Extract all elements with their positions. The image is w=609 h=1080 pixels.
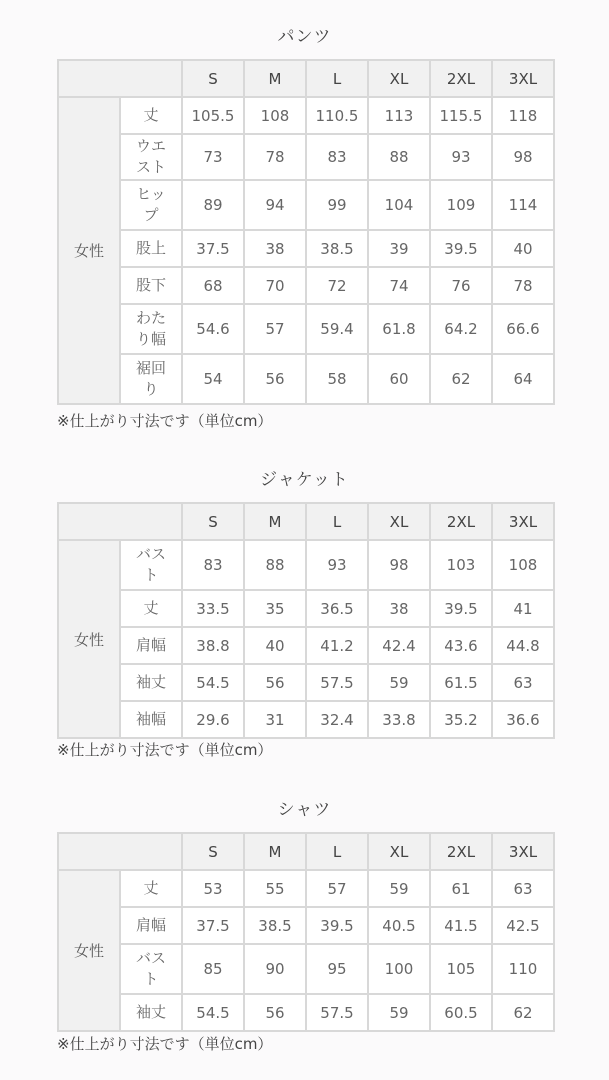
size-header-2xl: 2XL [430,60,492,97]
measurement-value: 90 [244,944,306,994]
measurement-value: 99 [306,180,368,230]
measurement-value: 118 [492,97,554,134]
size-header-2xl: 2XL [430,503,492,540]
measurement-value: 59 [368,994,430,1031]
jacket-note: ※仕上がり寸法です（単位cm） [57,741,273,759]
measurement-label: 丈 [120,590,182,627]
size-header-s: S [182,60,244,97]
measurement-value: 60.5 [430,994,492,1031]
measurement-value: 39.5 [430,590,492,627]
header-corner-cell [58,833,182,870]
measurement-value: 83 [306,134,368,180]
measurement-value: 72 [306,267,368,304]
measurement-value: 44.8 [492,627,554,664]
measurement-value: 54.5 [182,994,244,1031]
measurement-value: 57 [244,304,306,354]
measurement-value: 93 [306,540,368,590]
table-row [58,664,554,701]
table-row [58,540,554,590]
measurement-label: ウエ スト [120,134,182,180]
measurement-value: 32.4 [306,701,368,738]
measurement-value: 37.5 [182,230,244,267]
jacket-size-table [57,502,555,739]
measurement-value: 66.6 [492,304,554,354]
measurement-value: 89 [182,180,244,230]
measurement-value: 59 [368,870,430,907]
measurement-value: 35 [244,590,306,627]
measurement-label: バス ト [120,944,182,994]
measurement-value: 56 [244,354,306,404]
measurement-value: 38 [244,230,306,267]
measurement-value: 88 [368,134,430,180]
measurement-value: 85 [182,944,244,994]
measurement-label: 肩幅 [120,627,182,664]
measurement-value: 98 [492,134,554,180]
size-header-3xl: 3XL [492,503,554,540]
measurement-value: 73 [182,134,244,180]
measurement-value: 53 [182,870,244,907]
measurement-value: 93 [430,134,492,180]
measurement-label: 裾回 り [120,354,182,404]
measurement-value: 64.2 [430,304,492,354]
measurement-label: 丈 [120,97,182,134]
measurement-value: 55 [244,870,306,907]
measurement-value: 35.2 [430,701,492,738]
measurement-value: 39.5 [430,230,492,267]
size-header-xl: XL [368,503,430,540]
shirt-title: シャツ [277,800,332,820]
measurement-value: 38.5 [306,230,368,267]
measurement-value: 70 [244,267,306,304]
measurement-value: 98 [368,540,430,590]
measurement-value: 29.6 [182,701,244,738]
measurement-value: 33.5 [182,590,244,627]
measurement-value: 39.5 [306,907,368,944]
measurement-value: 39 [368,230,430,267]
measurement-value: 109 [430,180,492,230]
measurement-value: 63 [492,664,554,701]
measurement-value: 36.6 [492,701,554,738]
measurement-label: 肩幅 [120,907,182,944]
measurement-value: 110 [492,944,554,994]
measurement-value: 33.8 [368,701,430,738]
measurement-value: 56 [244,994,306,1031]
measurement-value: 37.5 [182,907,244,944]
header-corner-cell [58,503,182,540]
measurement-value: 74 [368,267,430,304]
measurement-value: 54 [182,354,244,404]
table-row [58,97,554,134]
measurement-label: 袖幅 [120,701,182,738]
measurement-label: 丈 [120,870,182,907]
table-row [58,590,554,627]
table-row [58,230,554,267]
size-header-l: L [306,60,368,97]
measurement-value: 31 [244,701,306,738]
shirt-note: ※仕上がり寸法です（単位cm） [57,1035,273,1053]
gender-group-cell: 女性 [58,97,120,404]
jacket-title: ジャケット [260,470,349,490]
measurement-label: 股上 [120,230,182,267]
header-corner-cell [58,60,182,97]
measurement-value: 68 [182,267,244,304]
table-row [58,701,554,738]
table-row [58,944,554,994]
measurement-value: 110.5 [306,97,368,134]
measurement-value: 60 [368,354,430,404]
measurement-value: 41.5 [430,907,492,944]
measurement-value: 104 [368,180,430,230]
measurement-value: 114 [492,180,554,230]
size-header-3xl: 3XL [492,60,554,97]
table-row [58,267,554,304]
size-header-xl: XL [368,833,430,870]
measurement-value: 78 [244,134,306,180]
measurement-value: 36.5 [306,590,368,627]
measurement-value: 40 [244,627,306,664]
measurement-value: 38 [368,590,430,627]
measurement-value: 54.5 [182,664,244,701]
size-header-l: L [306,503,368,540]
measurement-value: 105.5 [182,97,244,134]
table-row [58,134,554,180]
measurement-value: 38.5 [244,907,306,944]
measurement-value: 63 [492,870,554,907]
table-row [58,180,554,230]
table-row [58,627,554,664]
table-row [58,304,554,354]
measurement-value: 42.4 [368,627,430,664]
measurement-value: 78 [492,267,554,304]
measurement-value: 57 [306,870,368,907]
measurement-value: 108 [492,540,554,590]
measurement-label: ヒッ プ [120,180,182,230]
size-header-m: M [244,60,306,97]
pants-note: ※仕上がり寸法です（単位cm） [57,412,273,430]
measurement-value: 61 [430,870,492,907]
measurement-value: 64 [492,354,554,404]
size-header-m: M [244,503,306,540]
measurement-value: 103 [430,540,492,590]
measurement-value: 62 [430,354,492,404]
size-header-s: S [182,833,244,870]
size-header-xl: XL [368,60,430,97]
measurement-value: 61.8 [368,304,430,354]
measurement-value: 61.5 [430,664,492,701]
measurement-label: 袖丈 [120,664,182,701]
measurement-label: 袖丈 [120,994,182,1031]
measurement-label: 股下 [120,267,182,304]
measurement-value: 38.8 [182,627,244,664]
measurement-value: 43.6 [430,627,492,664]
measurement-value: 113 [368,97,430,134]
measurement-value: 62 [492,994,554,1031]
table-row [58,354,554,404]
gender-group-cell: 女性 [58,870,120,1031]
measurement-label: バス ト [120,540,182,590]
table-row [58,907,554,944]
measurement-value: 54.6 [182,304,244,354]
measurement-value: 95 [306,944,368,994]
measurement-value: 59.4 [306,304,368,354]
table-row [58,870,554,907]
measurement-value: 94 [244,180,306,230]
measurement-value: 42.5 [492,907,554,944]
measurement-label: わた り幅 [120,304,182,354]
measurement-value: 56 [244,664,306,701]
gender-group-cell: 女性 [58,540,120,738]
size-header-m: M [244,833,306,870]
pants-title: パンツ [277,27,332,47]
measurement-value: 83 [182,540,244,590]
measurement-value: 40 [492,230,554,267]
measurement-value: 41.2 [306,627,368,664]
measurement-value: 76 [430,267,492,304]
measurement-value: 59 [368,664,430,701]
size-header-3xl: 3XL [492,833,554,870]
measurement-value: 105 [430,944,492,994]
size-header-l: L [306,833,368,870]
measurement-value: 100 [368,944,430,994]
shirt-size-table [57,832,555,1032]
table-row [58,994,554,1031]
size-header-s: S [182,503,244,540]
measurement-value: 57.5 [306,994,368,1031]
size-header-2xl: 2XL [430,833,492,870]
measurement-value: 88 [244,540,306,590]
measurement-value: 108 [244,97,306,134]
measurement-value: 57.5 [306,664,368,701]
measurement-value: 58 [306,354,368,404]
measurement-value: 40.5 [368,907,430,944]
measurement-value: 41 [492,590,554,627]
measurement-value: 115.5 [430,97,492,134]
pants-size-table [57,59,555,405]
